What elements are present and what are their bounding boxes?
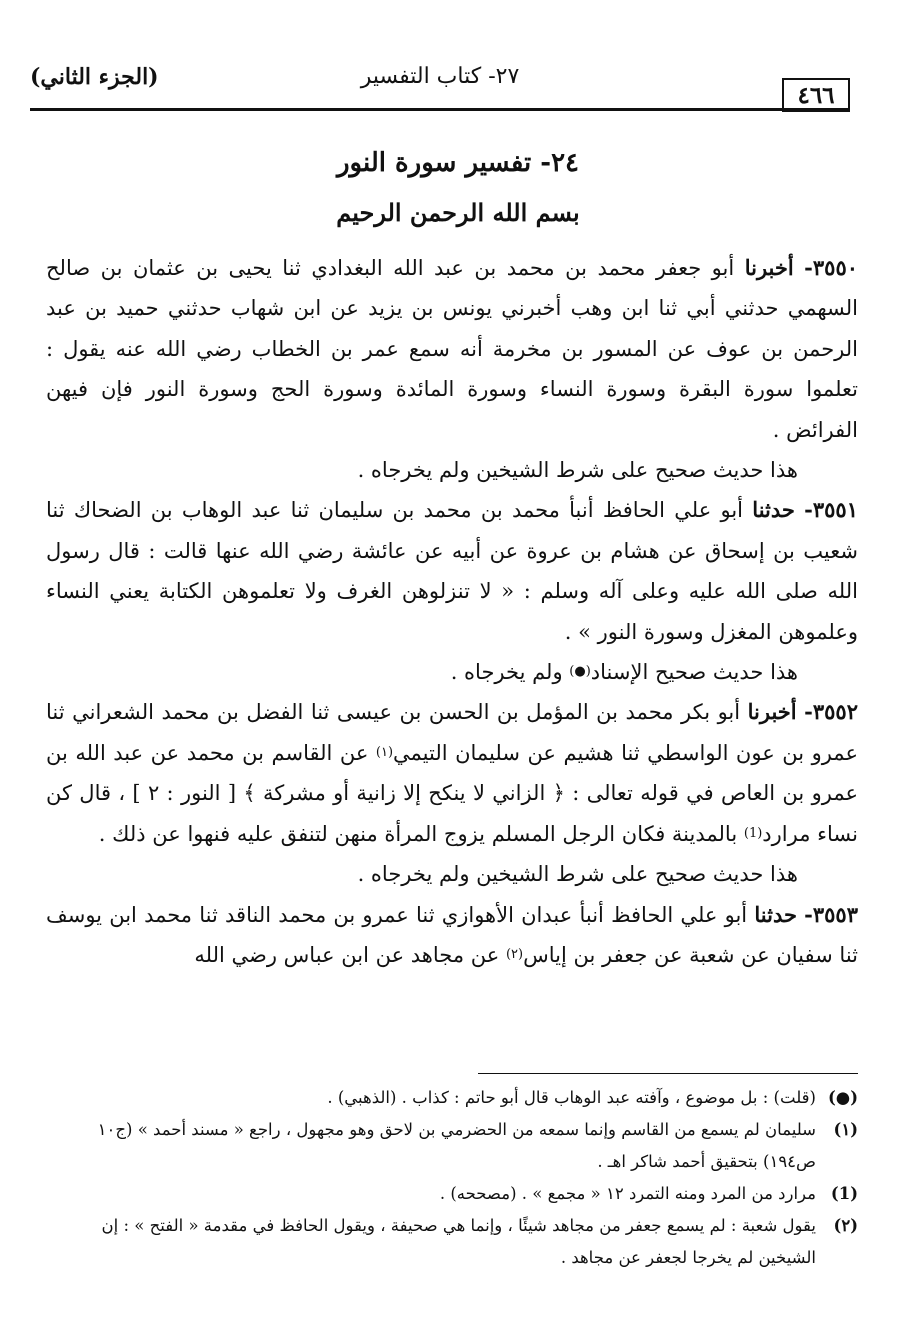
hadith-number: ٣٥٥١- (804, 497, 858, 523)
footnote-mark: (●) (827, 1088, 858, 1107)
grade-text: ولم يخرجاه . (450, 660, 563, 685)
hadith-3551 (46, 490, 858, 652)
hadith-text: بالمدينة فكان الرجل المسلم يزوج المرأة منهن لتنفق عليه فنهوا عن ذلك . (98, 821, 738, 846)
surah-title: ٢٤- تفسير سورة النور (336, 148, 580, 178)
footnote (46, 1114, 858, 1178)
footnote-text: سليمان لم يسمع من القاسم وإنما سمعه من الحضرمي بن لاحق وهو مجهول ، راجع « مسند أحمد » (ج١٠ ص١٩٤) بتحقيق أحمد شاكر اهـ . (97, 1120, 816, 1171)
footnote-text: يقول شعبة : لم يسمع جعفر من مجاهد شيئًا ، وإنما هي صحيفة ، ويقول الحافظ في مقدمة « الفتح » : إن الشيخين لم يخرجا لجعفر عن مجاهد . (101, 1216, 816, 1267)
hadith-grade: هذا حديث صحيح على شرط الشيخين ولم يخرجاه . (357, 458, 798, 483)
footnote-mark: (1) (830, 1184, 858, 1203)
hadith-number: ٣٥٥٠- (804, 255, 859, 280)
hadith-3550 (46, 248, 858, 450)
hadith-3552 (46, 692, 858, 854)
footnote-mark: (٢) (833, 1216, 858, 1235)
footnote-marker: (●) (569, 664, 591, 680)
hadith-text: أبو علي الحافظ أنبأ محمد بن محمد بن سليمان ثنا عبد الوهاب بن الضحاك ثنا شعيب بن إسحاق عن هشام بن عروة عن أبيه عن عائشة رضي الله عنها قالت : قال رسول الله صلى الله عليه وعلى آله وسلم : « لا تنزلوهن الغرف ولا تعلموهن الكتابة يعني النساء وعلموهن المغزل وسورة النور » . (46, 498, 858, 644)
hadith-grade (46, 652, 858, 692)
footnotes (46, 1082, 858, 1274)
volume-label: (الجزء الثاني) (30, 64, 159, 90)
hadith-text: أبو جعفر محمد بن محمد بن عبد الله البغدادي ثنا يحيى بن عثمان بن صالح السهمي حدثني أبي ثنا ابن وهب أخبرني يونس بن يزيد عن ابن شهاب حدثني حميد بن عبد الرحمن بن عوف عن المسور بن مخرمة أنه سمع عمر بن الخطاب رضي الله عنه يقول : تعلموا سورة البقرة وسورة النساء وسورة المائدة وسورة الحج وسورة النور فإن فيهن الفرائض . (46, 256, 858, 442)
footnote-marker: (١) (375, 744, 394, 760)
footnote-marker: (٢) (505, 946, 524, 962)
hadith-number: ٣٥٥٢- (804, 699, 858, 725)
book-title: ٢٧- كتاب التفسير (360, 64, 520, 89)
hadith-text: أبو بكر محمد بن المؤمل بن الحسن بن عيسى ثنا الفضل بن محمد الشعراني ثنا عمرو بن عون الواسطي ثنا هشيم عن سليمان التيمي (46, 700, 858, 765)
footnote (46, 1082, 858, 1114)
footnote (46, 1178, 858, 1210)
hadith-verb: أخبرنا (744, 255, 794, 280)
footnote-text: (قلت) : بل موضوع ، وآفته عبد الوهاب قال أبو حاتم : كذاب . (الذهبي) . (327, 1088, 816, 1107)
hadith-verb: حدثنا (752, 497, 795, 523)
page-header (30, 62, 850, 110)
footnote-marker: (1) (743, 825, 763, 841)
footnote-divider (478, 1073, 858, 1074)
main-text (46, 248, 858, 975)
hadith-verb: أخبرنا (747, 699, 797, 725)
header-divider (30, 108, 850, 111)
hadith-3553 (46, 895, 858, 976)
hadith-text: عن مجاهد عن ابن عباس رضي الله (194, 942, 500, 967)
hadith-verb: حدثنا (754, 901, 797, 927)
grade-text: هذا حديث صحيح الإسناد (590, 660, 798, 685)
page-number: ٤٦٦ (782, 78, 850, 112)
basmala: بسم الله الرحمن الرحيم (336, 198, 580, 227)
footnote-mark: (١) (833, 1120, 858, 1139)
hadith-text: أبو علي الحافظ أنبأ عبدان الأهوازي ثنا عمرو بن محمد الناقد ثنا محمد ابن يوسف ثنا سفيان عن شعبة عن جعفر بن إياس (46, 902, 858, 967)
footnote-text: مرارد من المرد ومنه التمرد ١٢ « مجمع » . (مصححه) . (439, 1184, 816, 1203)
hadith-text: عن القاسم بن محمد عن عبد الله بن عمرو بن العاص في قوله تعالى : ﴿ الزاني لا ينكح إلا زانية أو مشركة ﴾ [ النور : ٢ ] ، قال كن نساء مرارد (46, 740, 858, 846)
hadith-number: ٣٥٥٣- (804, 901, 858, 927)
hadith-grade: هذا حديث صحيح على شرط الشيخين ولم يخرجاه . (357, 862, 798, 887)
footnote (46, 1210, 858, 1274)
